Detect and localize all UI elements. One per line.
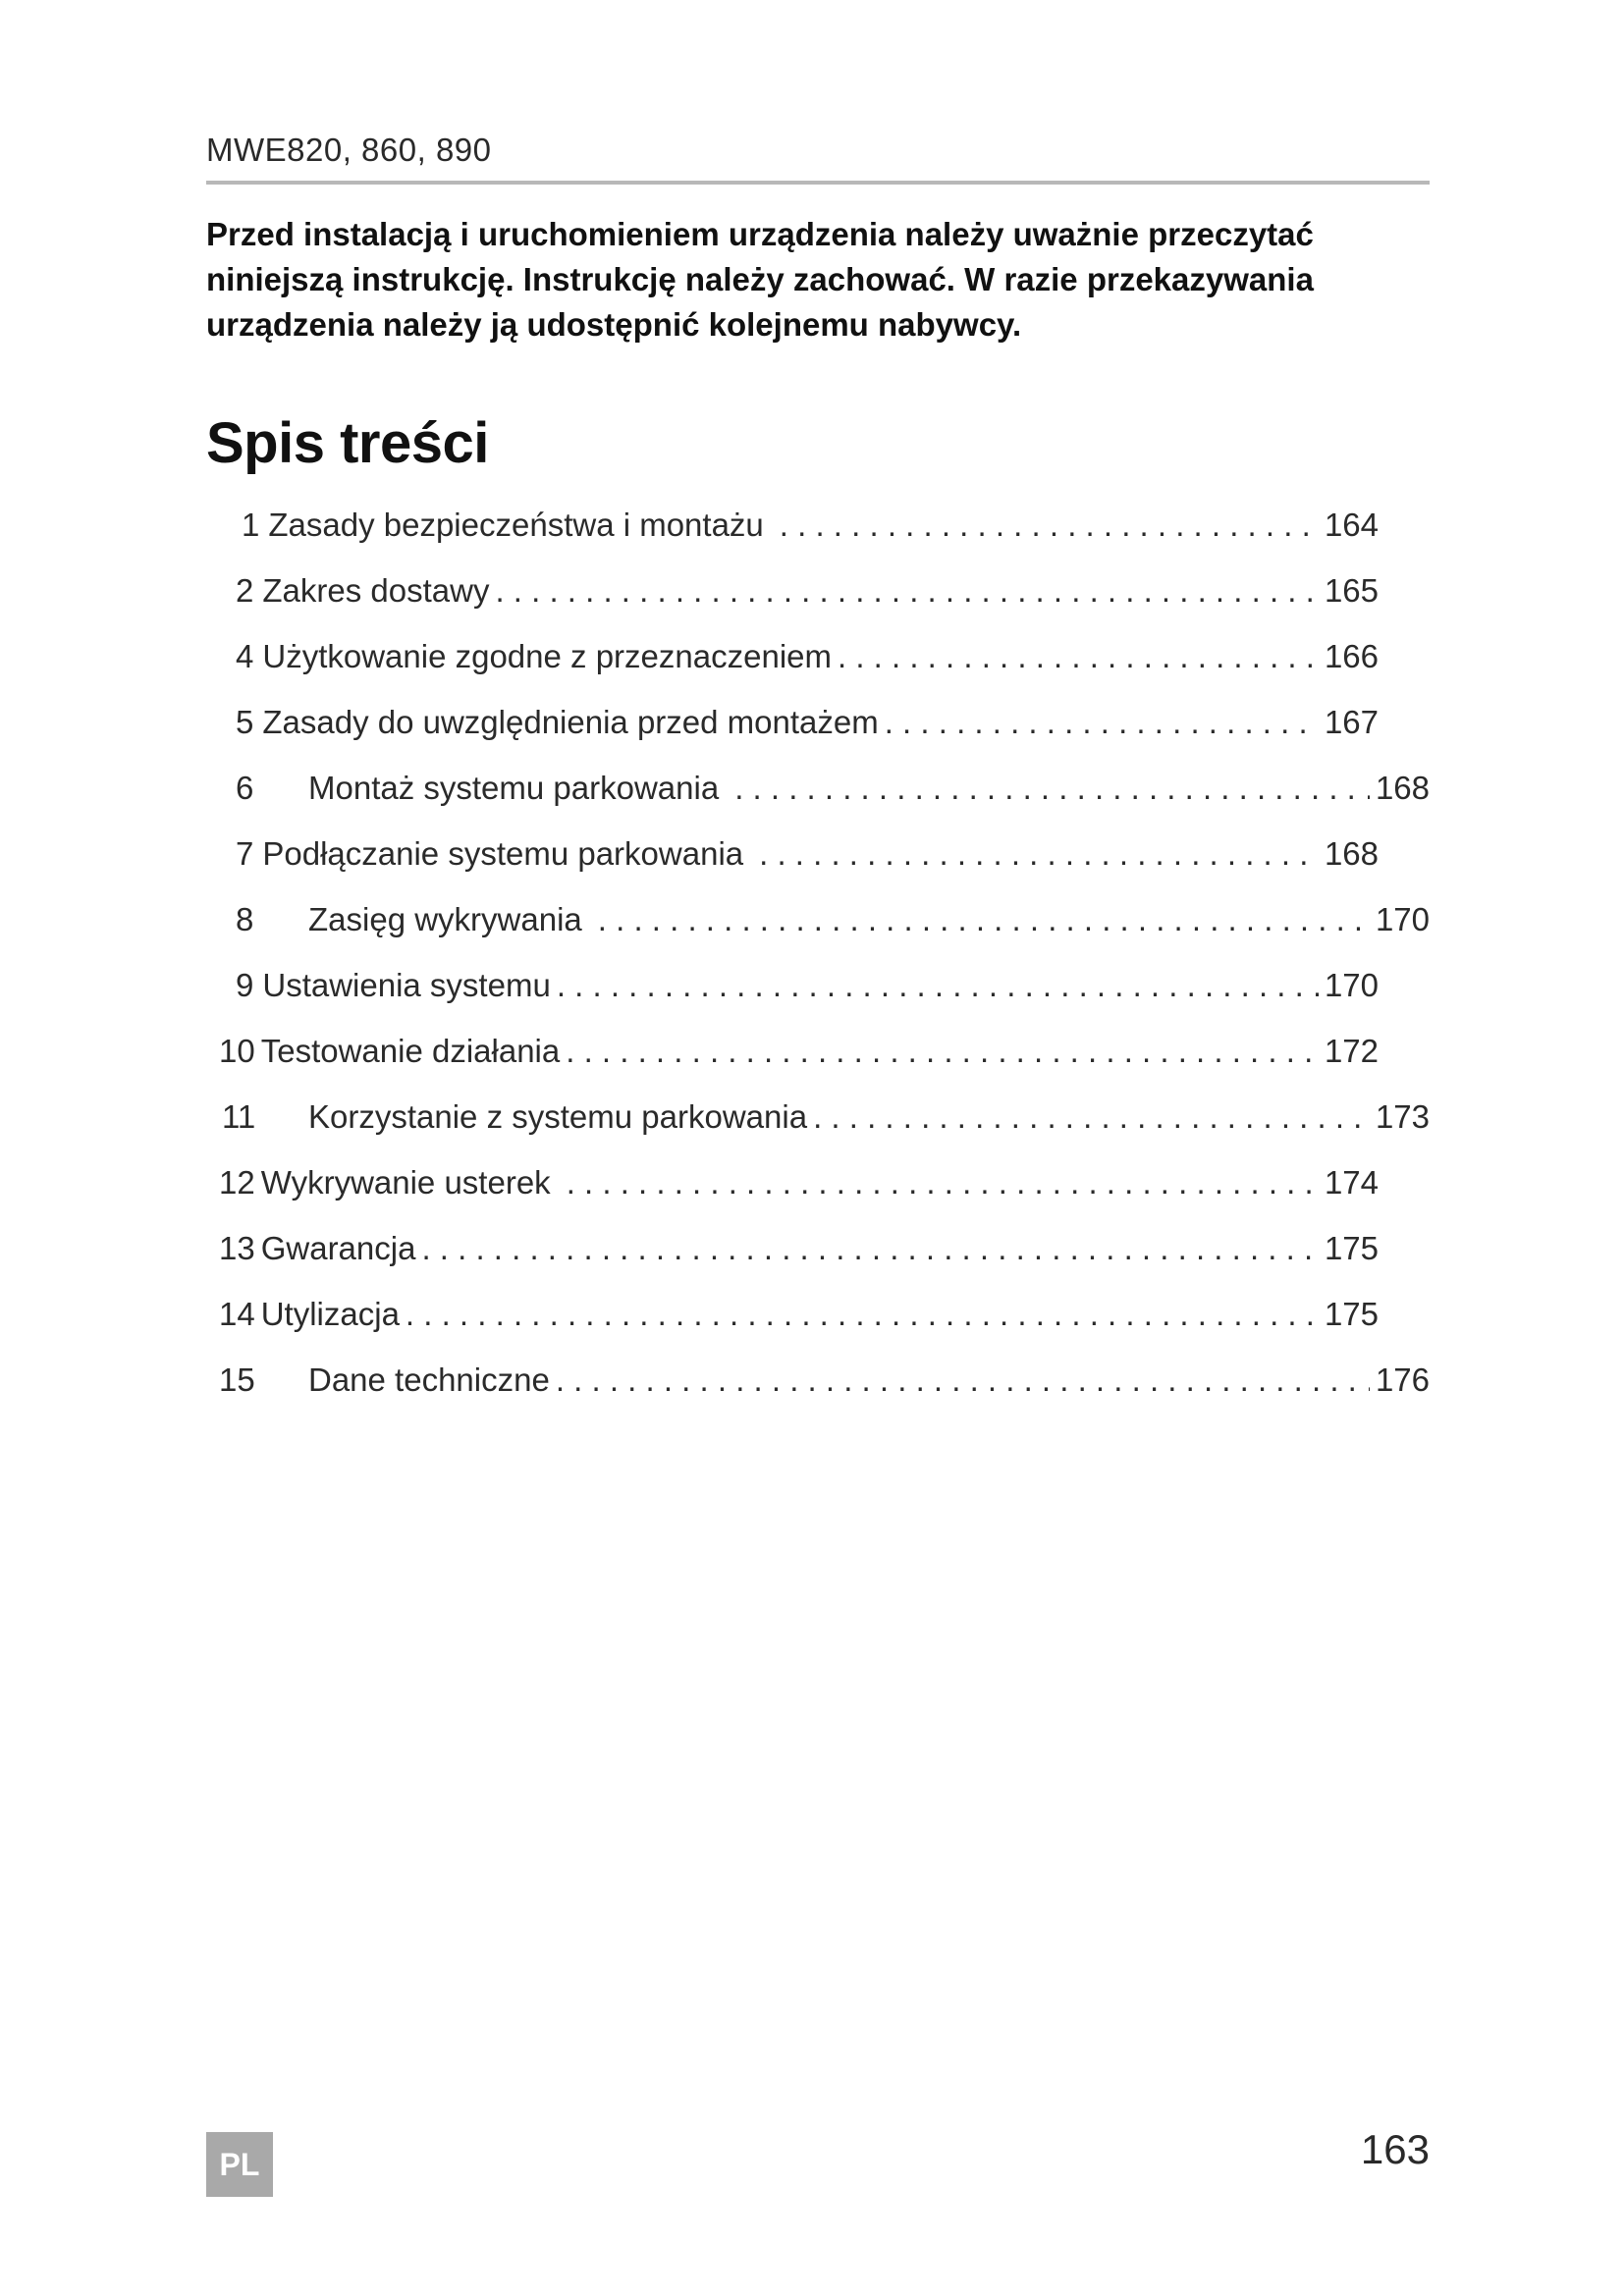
toc-entry-page: 168	[1375, 770, 1430, 806]
toc-entry-number: 11	[222, 1098, 256, 1135]
toc-entry[interactable]	[236, 967, 1379, 1010]
toc-entry[interactable]	[236, 835, 1379, 879]
toc-leader-dots	[598, 901, 1370, 938]
toc-entry-number: 8	[236, 901, 254, 937]
toc-entry-number: 7	[236, 835, 254, 872]
toc-entry-label: Montaż systemu parkowania	[308, 770, 720, 806]
toc-leader-dots	[567, 1164, 1319, 1201]
toc-entry-number: 5	[236, 704, 254, 740]
toc-entry-label: Ustawienia systemu	[262, 967, 551, 1003]
toc-leader-dots	[421, 1230, 1318, 1267]
toc-entry-label: Zasady do uwzględnienia przed montażem	[262, 704, 879, 740]
toc-entry-label: Utylizacja	[260, 1296, 400, 1332]
toc-entry-label: Zasady bezpieczeństwa i montażu	[268, 507, 764, 543]
toc-leader-dots	[780, 507, 1319, 544]
toc-entry-label: Podłączanie systemu parkowania	[262, 835, 744, 872]
intro-line-3: urządzenia należy ją udostępnić kolejnemu nabywcy.	[206, 306, 1022, 343]
toc-entry-number: 2	[236, 572, 254, 609]
toc-entry-page: 176	[1375, 1362, 1430, 1398]
toc-entry-number: 4	[236, 638, 254, 674]
toc-entry[interactable]	[219, 1296, 1379, 1339]
toc-entry[interactable]	[219, 1362, 1430, 1405]
toc-entry-page: 173	[1375, 1098, 1430, 1135]
toc-entry-number: 10	[219, 1033, 255, 1069]
toc-leader-dots	[406, 1296, 1319, 1333]
toc-entry-number: 6	[236, 770, 254, 806]
toc-entry-number: 1	[242, 507, 260, 543]
toc-entry-number: 14	[219, 1296, 255, 1332]
toc-entry-label: Zakres dostawy	[262, 572, 490, 609]
toc-title: Spis treści	[206, 411, 489, 475]
intro-line-1: Przed instalacją i uruchomieniem urządzenia należy uważnie przeczytać	[206, 216, 1314, 252]
toc-leader-dots	[556, 1362, 1370, 1399]
toc-leader-dots	[495, 572, 1318, 610]
toc-entry[interactable]	[219, 1033, 1379, 1076]
header-divider	[206, 181, 1430, 185]
toc-entry[interactable]	[236, 572, 1379, 615]
toc-entry-label: Zasięg wykrywania	[308, 901, 582, 937]
toc-leader-dots	[759, 835, 1319, 873]
toc-entry-page: 167	[1324, 704, 1379, 740]
toc-leader-dots	[838, 638, 1319, 675]
toc-entry-page: 175	[1324, 1296, 1379, 1332]
toc-leader-dots	[557, 967, 1319, 1004]
language-badge: PL	[206, 2132, 273, 2197]
toc-entry[interactable]	[236, 901, 1430, 944]
toc-entry-page: 174	[1324, 1164, 1379, 1201]
toc-entry-page: 165	[1324, 572, 1379, 609]
toc-entry[interactable]	[219, 1230, 1379, 1273]
intro-warning	[206, 212, 1434, 347]
page-number: 163	[1360, 2126, 1430, 2172]
toc-entry-label: Gwarancja	[260, 1230, 416, 1266]
toc-entry-label: Korzystanie z systemu parkowania	[308, 1098, 808, 1135]
toc-entry[interactable]	[219, 1164, 1379, 1207]
toc-entry-page: 175	[1324, 1230, 1379, 1266]
intro-line-2: niniejszą instrukcję. Instrukcję należy zachować. W razie przekazywania	[206, 261, 1314, 297]
toc-entry-page: 168	[1324, 835, 1379, 872]
toc-entry-page: 170	[1324, 967, 1379, 1003]
toc-entry-label: Dane techniczne	[308, 1362, 550, 1398]
toc-entry[interactable]	[222, 1098, 1430, 1142]
toc-entry-number: 13	[219, 1230, 255, 1266]
toc-entry-page: 172	[1324, 1033, 1379, 1069]
toc-entry-page: 170	[1375, 901, 1430, 937]
toc-entry-page: 166	[1324, 638, 1379, 674]
toc-leader-dots	[813, 1098, 1370, 1136]
toc-entry-label: Wykrywanie usterek	[260, 1164, 551, 1201]
toc-leader-dots	[734, 770, 1370, 807]
document-model-header: MWE820, 860, 890	[206, 132, 492, 168]
toc-entry-number: 15	[219, 1362, 255, 1398]
toc-entry[interactable]	[236, 638, 1379, 681]
toc-entry-label: Użytkowanie zgodne z przeznaczeniem	[262, 638, 832, 674]
toc-entry[interactable]	[236, 770, 1430, 813]
toc-entry[interactable]	[236, 704, 1379, 747]
toc-leader-dots	[885, 704, 1319, 741]
toc-entry-label: Testowanie działania	[260, 1033, 561, 1069]
toc-leader-dots	[566, 1033, 1319, 1070]
toc-entry[interactable]	[242, 507, 1379, 550]
toc-entry-page: 164	[1324, 507, 1379, 543]
toc-entry-number: 9	[236, 967, 254, 1003]
toc-entry-number: 12	[219, 1164, 255, 1201]
